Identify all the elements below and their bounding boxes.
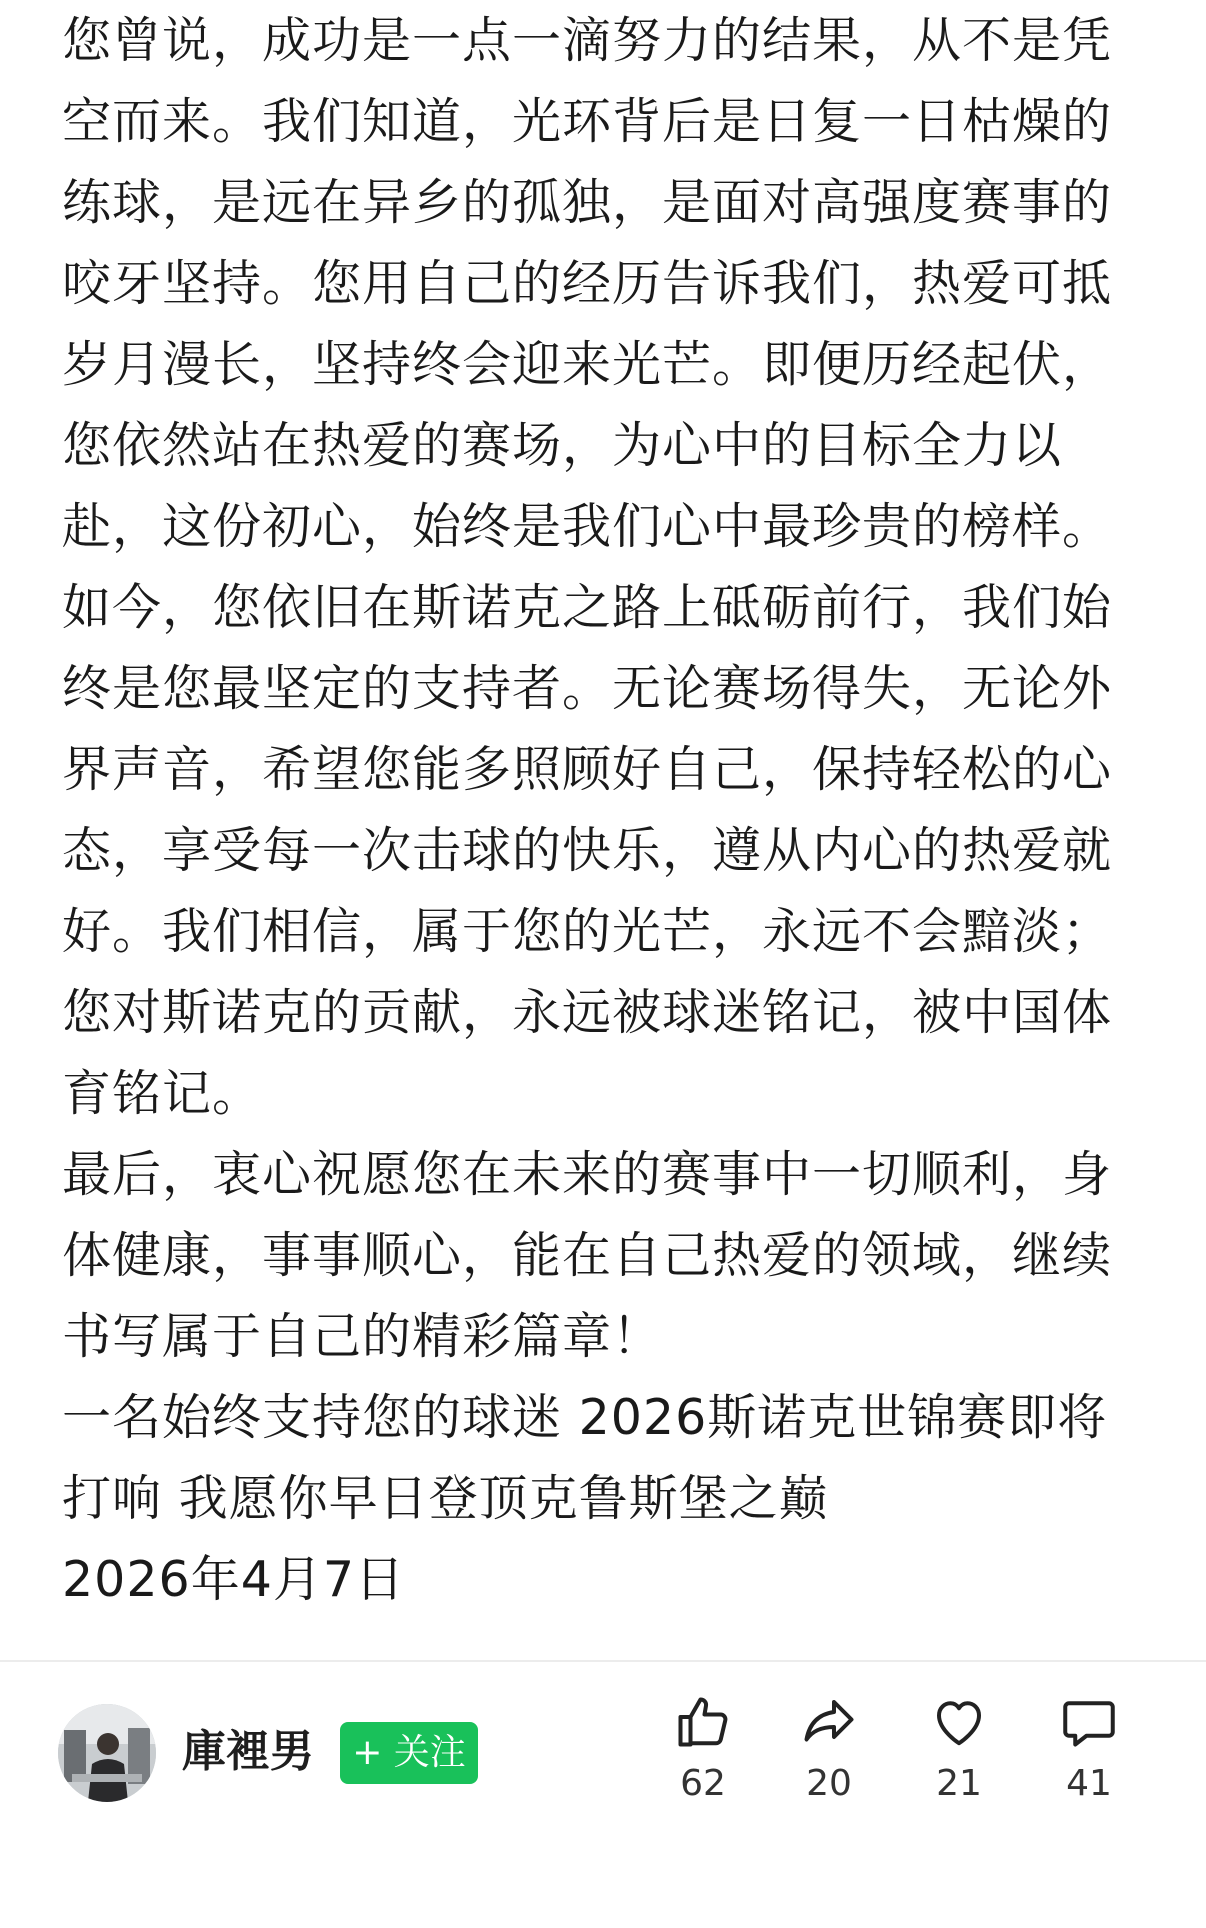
post-text-line: 您依然站在热爱的赛场，为心中的目标全力以 bbox=[62, 417, 1063, 474]
post-text-line: 赴，这份初心，始终是我们心中最珍贵的榜样。 bbox=[62, 498, 1113, 555]
post-text-line: 如今，您依旧在斯诺克之路上砥砺前行，我们始 bbox=[62, 579, 1113, 636]
follow-button[interactable]: + 关注 bbox=[340, 1722, 478, 1784]
post-text-line: 界声音，希望您能多照顾好自己，保持轻松的心 bbox=[62, 741, 1113, 798]
post-text-line: 您曾说，成功是一点一滴努力的结果，从不是凭 bbox=[62, 12, 1113, 69]
post-text-line: 终是您最坚定的支持者。无论赛场得失，无论外 bbox=[62, 660, 1113, 717]
post-text-line: 体健康，事事顺心，能在自己热爱的领域，继续 bbox=[62, 1227, 1113, 1284]
comment-button[interactable] bbox=[1034, 1692, 1144, 1842]
comment-icon bbox=[1059, 1692, 1119, 1752]
avatar[interactable] bbox=[58, 1704, 156, 1802]
post-text-line: 育铭记。 bbox=[62, 1065, 263, 1122]
post-text-line: 咬牙坚持。您用自己的经历告诉我们，热爱可抵 bbox=[62, 255, 1113, 312]
like-count: 62 bbox=[680, 1763, 726, 1804]
post-text-line: 书写属于自己的精彩篇章！ bbox=[62, 1308, 663, 1365]
post-footer bbox=[0, 1662, 1206, 1928]
favorite-count: 21 bbox=[936, 1763, 982, 1804]
heart-icon bbox=[929, 1692, 989, 1752]
post-text-line: 练球，是远在异乡的孤独，是面对高强度赛事的 bbox=[62, 174, 1113, 231]
like-button[interactable] bbox=[648, 1692, 758, 1842]
post-text-line: 一名始终支持您的球迷 2026斯诺克世锦赛即将 bbox=[62, 1389, 1108, 1446]
author-name[interactable]: 庫裡男 bbox=[182, 1726, 314, 1777]
post-body bbox=[62, 0, 1144, 1620]
post-text-line: 打响 我愿你早日登顶克鲁斯堡之巅 bbox=[62, 1470, 829, 1527]
favorite-button[interactable] bbox=[904, 1692, 1014, 1842]
comment-count: 41 bbox=[1066, 1763, 1112, 1804]
share-count: 20 bbox=[806, 1763, 852, 1804]
post-text-line: 您对斯诺克的贡献，永远被球迷铭记，被中国体 bbox=[62, 984, 1113, 1041]
post-text-line: 好。我们相信，属于您的光芒，永远不会黯淡； bbox=[62, 903, 1113, 960]
post-date: 2026年4月7日 bbox=[62, 1551, 406, 1608]
post-text-line: 最后，衷心祝愿您在未来的赛事中一切顺利，身 bbox=[62, 1146, 1113, 1203]
share-icon bbox=[799, 1692, 859, 1752]
share-button[interactable] bbox=[774, 1692, 884, 1842]
thumbs-up-icon bbox=[673, 1692, 733, 1752]
post-text-line: 岁月漫长，坚持终会迎来光芒。即便历经起伏， bbox=[62, 336, 1113, 393]
post-text-line: 空而来。我们知道，光环背后是日复一日枯燥的 bbox=[62, 93, 1113, 150]
post-text-line: 态，享受每一次击球的快乐，遵从内心的热爱就 bbox=[62, 822, 1113, 879]
